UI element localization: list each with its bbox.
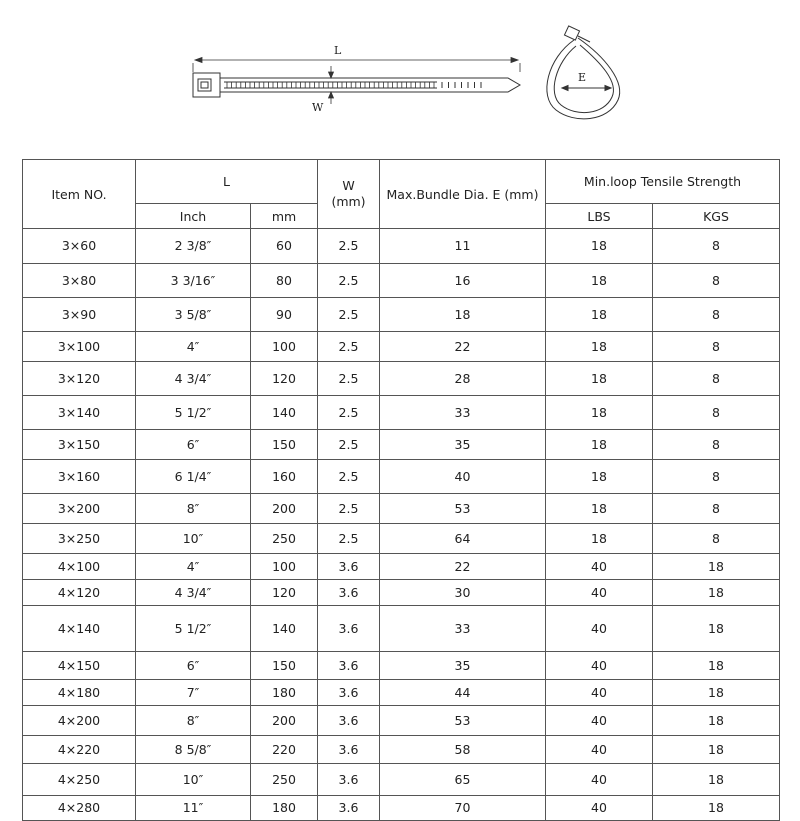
cell-kgs: 18 bbox=[653, 706, 780, 736]
cell-lbs: 40 bbox=[546, 606, 653, 652]
cell-inch: 6″ bbox=[136, 430, 251, 460]
cell-width: 3.6 bbox=[318, 706, 380, 736]
cell-width: 2.5 bbox=[318, 362, 380, 396]
cell-bundle-dia: 30 bbox=[380, 580, 546, 606]
header-width-unit: (mm) bbox=[331, 194, 366, 209]
cell-item-no: 4×150 bbox=[23, 652, 136, 680]
cell-inch: 11″ bbox=[136, 796, 251, 821]
cell-kgs: 8 bbox=[653, 430, 780, 460]
cell-kgs: 18 bbox=[653, 606, 780, 652]
cell-width: 3.6 bbox=[318, 606, 380, 652]
cell-kgs: 8 bbox=[653, 494, 780, 524]
header-width bbox=[318, 160, 380, 229]
cell-width: 2.5 bbox=[318, 396, 380, 430]
cell-kgs: 18 bbox=[653, 580, 780, 606]
header-length: L bbox=[136, 160, 318, 204]
table-row bbox=[23, 264, 780, 298]
cell-width: 3.6 bbox=[318, 736, 380, 764]
cell-inch: 10″ bbox=[136, 524, 251, 554]
cell-item-no: 3×160 bbox=[23, 460, 136, 494]
cell-inch: 6″ bbox=[136, 652, 251, 680]
cell-inch: 6 1/4″ bbox=[136, 460, 251, 494]
cell-lbs: 40 bbox=[546, 764, 653, 796]
cell-inch: 3 5/8″ bbox=[136, 298, 251, 332]
cell-kgs: 8 bbox=[653, 362, 780, 396]
table-row bbox=[23, 332, 780, 362]
cell-item-no: 3×120 bbox=[23, 362, 136, 396]
cell-item-no: 3×200 bbox=[23, 494, 136, 524]
cell-inch: 10″ bbox=[136, 764, 251, 796]
table-row bbox=[23, 606, 780, 652]
cell-lbs: 18 bbox=[546, 460, 653, 494]
cell-item-no: 4×200 bbox=[23, 706, 136, 736]
cell-lbs: 18 bbox=[546, 494, 653, 524]
header-tensile-strength: Min.loop Tensile Strength bbox=[546, 160, 780, 204]
cell-item-no: 4×250 bbox=[23, 764, 136, 796]
cell-bundle-dia: 53 bbox=[380, 706, 546, 736]
cell-width: 2.5 bbox=[318, 430, 380, 460]
cell-item-no: 3×80 bbox=[23, 264, 136, 298]
cell-bundle-dia: 22 bbox=[380, 554, 546, 580]
cell-inch: 8″ bbox=[136, 706, 251, 736]
cell-mm: 250 bbox=[251, 524, 318, 554]
cell-mm: 180 bbox=[251, 680, 318, 706]
cell-lbs: 40 bbox=[546, 736, 653, 764]
table-row bbox=[23, 362, 780, 396]
cell-lbs: 18 bbox=[546, 430, 653, 460]
cell-width: 2.5 bbox=[318, 264, 380, 298]
cell-lbs: 40 bbox=[546, 706, 653, 736]
cell-kgs: 8 bbox=[653, 460, 780, 494]
cell-width: 2.5 bbox=[318, 460, 380, 494]
cell-kgs: 18 bbox=[653, 736, 780, 764]
cell-bundle-dia: 35 bbox=[380, 652, 546, 680]
cell-mm: 150 bbox=[251, 652, 318, 680]
cell-inch: 4″ bbox=[136, 332, 251, 362]
cell-width: 3.6 bbox=[318, 764, 380, 796]
cell-width: 3.6 bbox=[318, 554, 380, 580]
header-item-no: Item NO. bbox=[23, 160, 136, 229]
cell-lbs: 18 bbox=[546, 362, 653, 396]
header-kgs: KGS bbox=[653, 204, 780, 229]
cell-kgs: 18 bbox=[653, 652, 780, 680]
cell-inch: 4 3/4″ bbox=[136, 362, 251, 396]
cell-inch: 5 1/2″ bbox=[136, 396, 251, 430]
cell-lbs: 18 bbox=[546, 229, 653, 264]
cell-kgs: 8 bbox=[653, 264, 780, 298]
table-row bbox=[23, 494, 780, 524]
cell-bundle-dia: 35 bbox=[380, 430, 546, 460]
cell-bundle-dia: 33 bbox=[380, 396, 546, 430]
cell-bundle-dia: 22 bbox=[380, 332, 546, 362]
cell-item-no: 4×140 bbox=[23, 606, 136, 652]
cell-item-no: 4×120 bbox=[23, 580, 136, 606]
table-body bbox=[23, 229, 780, 821]
table-row bbox=[23, 764, 780, 796]
cell-lbs: 18 bbox=[546, 396, 653, 430]
cell-item-no: 3×60 bbox=[23, 229, 136, 264]
cell-lbs: 40 bbox=[546, 554, 653, 580]
cell-width: 2.5 bbox=[318, 524, 380, 554]
spec-table bbox=[22, 159, 780, 821]
cell-width: 3.6 bbox=[318, 580, 380, 606]
diameter-label: E bbox=[578, 71, 587, 84]
cell-mm: 120 bbox=[251, 362, 318, 396]
table-row bbox=[23, 580, 780, 606]
table-row bbox=[23, 652, 780, 680]
cell-item-no: 3×150 bbox=[23, 430, 136, 460]
cable-tie-diagram bbox=[0, 0, 800, 160]
cell-bundle-dia: 44 bbox=[380, 680, 546, 706]
cell-bundle-dia: 28 bbox=[380, 362, 546, 396]
cell-mm: 150 bbox=[251, 430, 318, 460]
cell-mm: 200 bbox=[251, 494, 318, 524]
width-label: W bbox=[312, 101, 324, 114]
table-row bbox=[23, 554, 780, 580]
cell-bundle-dia: 58 bbox=[380, 736, 546, 764]
cell-item-no: 4×180 bbox=[23, 680, 136, 706]
cell-bundle-dia: 40 bbox=[380, 460, 546, 494]
cell-lbs: 40 bbox=[546, 580, 653, 606]
cell-lbs: 40 bbox=[546, 652, 653, 680]
table-row bbox=[23, 524, 780, 554]
cell-kgs: 18 bbox=[653, 554, 780, 580]
cell-kgs: 8 bbox=[653, 524, 780, 554]
cell-kgs: 18 bbox=[653, 764, 780, 796]
cell-mm: 80 bbox=[251, 264, 318, 298]
header-inch: Inch bbox=[136, 204, 251, 229]
cell-kgs: 8 bbox=[653, 298, 780, 332]
table-row bbox=[23, 396, 780, 430]
cell-inch: 7″ bbox=[136, 680, 251, 706]
table-row bbox=[23, 460, 780, 494]
table-row bbox=[23, 706, 780, 736]
cell-mm: 60 bbox=[251, 229, 318, 264]
table-row bbox=[23, 430, 780, 460]
cell-item-no: 3×90 bbox=[23, 298, 136, 332]
cell-mm: 90 bbox=[251, 298, 318, 332]
cell-kgs: 8 bbox=[653, 229, 780, 264]
cell-inch: 4 3/4″ bbox=[136, 580, 251, 606]
cell-mm: 250 bbox=[251, 764, 318, 796]
table-row bbox=[23, 298, 780, 332]
cell-item-no: 4×100 bbox=[23, 554, 136, 580]
cell-kgs: 18 bbox=[653, 680, 780, 706]
cell-inch: 4″ bbox=[136, 554, 251, 580]
cell-lbs: 40 bbox=[546, 680, 653, 706]
header-lbs: LBS bbox=[546, 204, 653, 229]
cell-width: 2.5 bbox=[318, 229, 380, 264]
table-row bbox=[23, 229, 780, 264]
cell-mm: 220 bbox=[251, 736, 318, 764]
cell-mm: 200 bbox=[251, 706, 318, 736]
cell-lbs: 18 bbox=[546, 524, 653, 554]
length-dimension bbox=[193, 58, 520, 73]
cell-kgs: 18 bbox=[653, 796, 780, 821]
cell-bundle-dia: 64 bbox=[380, 524, 546, 554]
cell-item-no: 3×140 bbox=[23, 396, 136, 430]
cell-kgs: 8 bbox=[653, 396, 780, 430]
cell-bundle-dia: 65 bbox=[380, 764, 546, 796]
cell-width: 3.6 bbox=[318, 680, 380, 706]
cell-bundle-dia: 16 bbox=[380, 264, 546, 298]
cell-mm: 160 bbox=[251, 460, 318, 494]
table-row bbox=[23, 736, 780, 764]
cell-bundle-dia: 70 bbox=[380, 796, 546, 821]
table-row bbox=[23, 796, 780, 821]
cell-mm: 100 bbox=[251, 554, 318, 580]
cell-mm: 100 bbox=[251, 332, 318, 362]
cell-bundle-dia: 33 bbox=[380, 606, 546, 652]
cell-mm: 140 bbox=[251, 606, 318, 652]
cell-item-no: 3×250 bbox=[23, 524, 136, 554]
header-bundle-dia: Max.Bundle Dia. E (mm) bbox=[380, 160, 546, 229]
cell-item-no: 4×280 bbox=[23, 796, 136, 821]
table-row bbox=[23, 680, 780, 706]
cell-mm: 140 bbox=[251, 396, 318, 430]
cell-item-no: 3×100 bbox=[23, 332, 136, 362]
cell-width: 2.5 bbox=[318, 332, 380, 362]
cell-inch: 8 5/8″ bbox=[136, 736, 251, 764]
header-mm: mm bbox=[251, 204, 318, 229]
cell-width: 3.6 bbox=[318, 796, 380, 821]
cell-inch: 3 3/16″ bbox=[136, 264, 251, 298]
cell-inch: 2 3/8″ bbox=[136, 229, 251, 264]
cell-inch: 8″ bbox=[136, 494, 251, 524]
cell-width: 2.5 bbox=[318, 494, 380, 524]
cell-mm: 180 bbox=[251, 796, 318, 821]
cell-inch: 5 1/2″ bbox=[136, 606, 251, 652]
cell-width: 2.5 bbox=[318, 298, 380, 332]
cell-lbs: 40 bbox=[546, 796, 653, 821]
cell-kgs: 8 bbox=[653, 332, 780, 362]
cell-mm: 120 bbox=[251, 580, 318, 606]
cell-width: 3.6 bbox=[318, 652, 380, 680]
header-width-label: W bbox=[342, 178, 355, 193]
cell-lbs: 18 bbox=[546, 264, 653, 298]
cell-lbs: 18 bbox=[546, 298, 653, 332]
cell-bundle-dia: 18 bbox=[380, 298, 546, 332]
cell-lbs: 18 bbox=[546, 332, 653, 362]
cable-tie-body bbox=[193, 73, 520, 97]
cell-item-no: 4×220 bbox=[23, 736, 136, 764]
cell-bundle-dia: 53 bbox=[380, 494, 546, 524]
length-label: L bbox=[334, 44, 342, 57]
table-header bbox=[23, 160, 780, 229]
cell-bundle-dia: 11 bbox=[380, 229, 546, 264]
